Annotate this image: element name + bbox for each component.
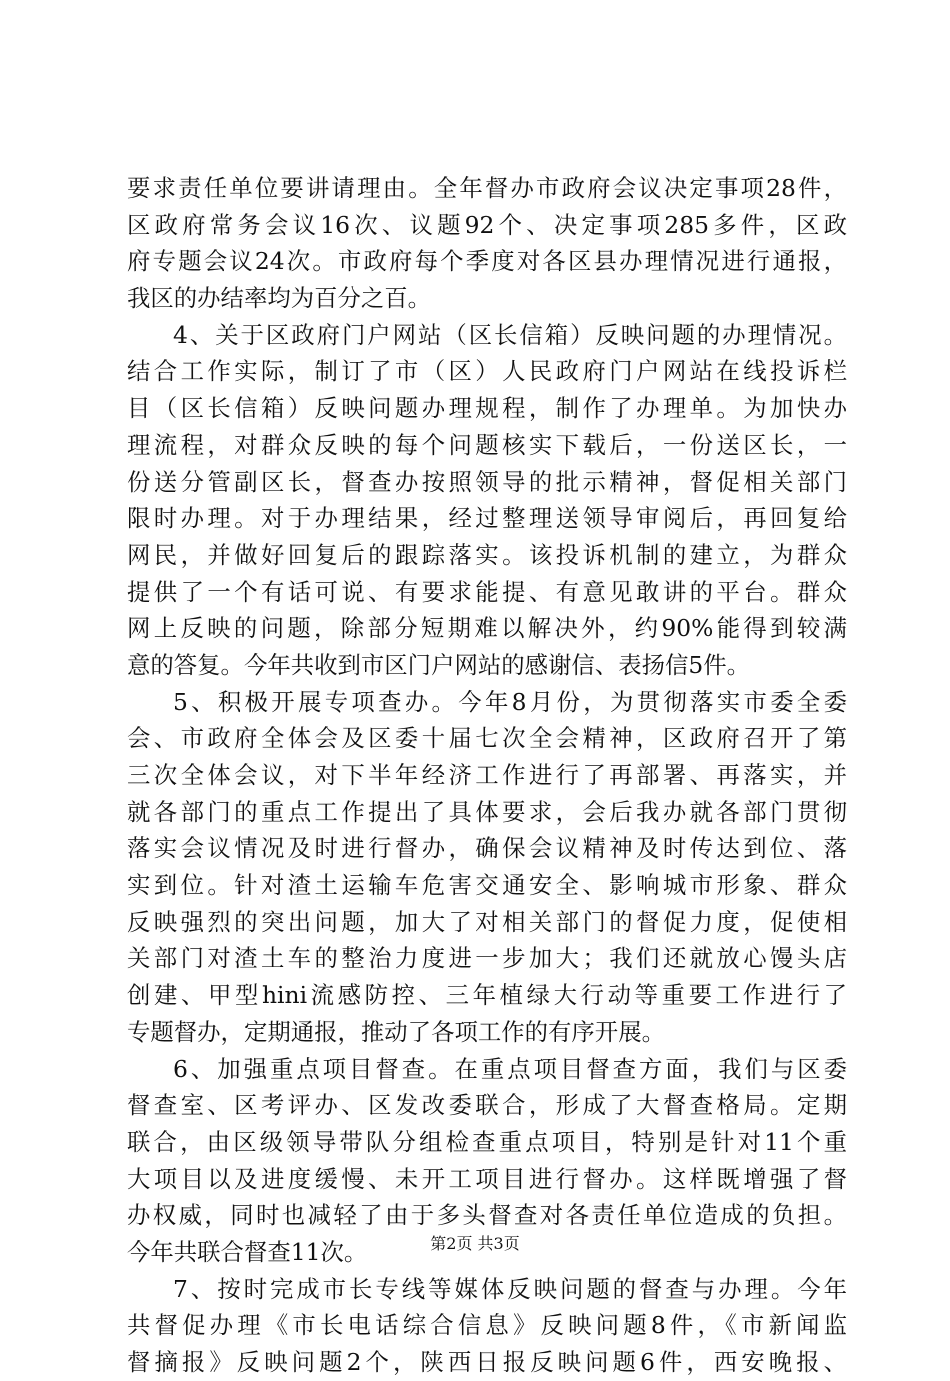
text-line: 份送分管副区长，督查办按照领导的批示精神，督促相关部门 [127, 467, 847, 496]
text-line: 办权威，同时也减轻了由于多头督查对各责任单位造成的负担。 [127, 1201, 847, 1230]
text-line: 意的答复。今年共收到市区门户网站的感谢信、表扬信5件。 [127, 650, 751, 679]
section-heading-line: 4、关于区政府门户网站（区长信箱）反映问题的办理情况。 [173, 320, 847, 349]
text-line: 创建、甲型hini流感防控、三年植绿大行动等重要工作进行了 [127, 981, 847, 1010]
text-line: 结合工作实际，制订了市（区）人民政府门户网站在线投诉栏 [127, 357, 847, 386]
text-line: 就各部门的重点工作提出了具体要求，会后我办就各部门贯彻 [127, 797, 847, 826]
text-line: 要求责任单位要讲请理由。全年督办市政府会议决定事项28件， [127, 174, 847, 202]
text-line: 网上反映的问题，除部分短期难以解决外，约90%能得到较满 [127, 614, 847, 643]
section-heading-line: 6、加强重点项目督查。在重点项目督查方面，我们与区委 [173, 1054, 847, 1083]
text-line: 会、市政府全体会及区委十届七次全会精神，区政府召开了第 [127, 724, 847, 753]
text-line: 三次全体会议，对下半年经济工作进行了再部署、再落实，并 [127, 761, 847, 789]
section-heading-line: 5、积极开展专项查办。今年8月份，为贯彻落实市委全委 [173, 687, 847, 716]
text-line: 府专题会议24次。市政府每个季度对各区县办理情况进行通报， [127, 247, 847, 276]
text-line: 专题督办，定期通报，推动了各项工作的有序开展。 [127, 1017, 665, 1046]
text-line: 今年共联合督查11次。 [127, 1237, 368, 1266]
text-line: 反映强烈的突出问题，加大了对相关部门的督促力度，促使相 [127, 907, 847, 936]
text-line: 我区的办结率均为百分之百。 [127, 284, 432, 313]
page-number-label: 第2页 共3页 [430, 1234, 520, 1253]
text-line: 落实会议情况及时进行督办，确保会议精神及时传达到位、落 [127, 834, 847, 863]
text-line: 实到位。针对渣土运输车危害交通安全、影响城市形象、群众 [127, 871, 847, 900]
text-line: 联合，由区级领导带队分组检查重点项目，特别是针对11个重 [127, 1127, 847, 1156]
document-body [127, 170, 847, 1381]
text-line: 关部门对渣土车的整治力度进一步加大；我们还就放心馒头店 [127, 944, 847, 973]
text-line: 督摘报》反映问题2个，陕西日报反映问题6件，西安晚报、 [127, 1348, 847, 1376]
text-line: 目（区长信箱）反映问题办理规程，制作了办理单。为加快办 [127, 394, 847, 423]
section-heading-line: 7、按时完成市长专线等媒体反映问题的督查与办理。今年 [173, 1274, 847, 1303]
text-line: 限时办理。对于办理结果，经过整理送领导审阅后，再回复给 [127, 504, 847, 533]
text-line: 提供了一个有话可说、有要求能提、有意见敢讲的平台。群众 [127, 577, 847, 606]
page-footer [0, 1234, 950, 1254]
text-line: 区政府常务会议16次、议题92个、决定事项285多件，区政 [127, 210, 847, 239]
text-line: 大项目以及进度缓慢、未开工项目进行督办。这样既增强了督 [127, 1164, 847, 1193]
text-line: 网民，并做好回复后的跟踪落实。该投诉机制的建立，为群众 [127, 540, 847, 569]
text-line: 共督促办理《市长电话综合信息》反映问题8件，《市新闻监 [127, 1311, 847, 1340]
text-line: 督查室、区考评办、区发改委联合，形成了大督查格局。定期 [127, 1091, 847, 1120]
text-line: 理流程，对群众反映的每个问题核实下载后，一份送区长，一 [127, 430, 847, 459]
